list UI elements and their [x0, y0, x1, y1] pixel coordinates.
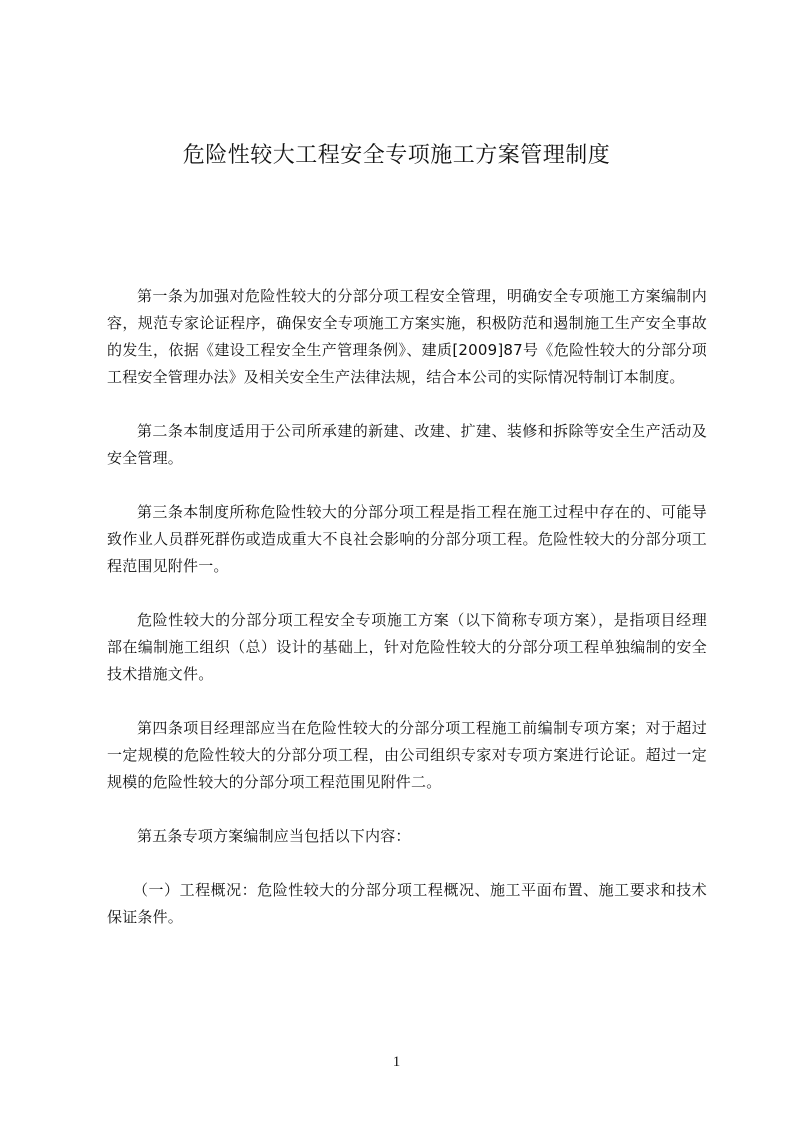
page-number: 1 [392, 1054, 401, 1070]
paragraph-article-1: 第一条为加强对危险性较大的分部分项工程安全管理，明确安全专项施工方案编制内容，规范专家论证程序，确保安全专项施工方案实施，积极防范和遏制施工生产安全事故的发生，依据《建设工程安全生产管理条例》、建质[2009]87号《危险性较大的分部分项工程安全管理办法》及相关安全生产法律法规，结合本公司的实际情况特制订本制度。 [107, 287, 707, 386]
paragraph-definition: 危险性较大的分部分项工程安全专项施工方案（以下简称专项方案），是指项目经理部在编制施工组织（总）设计的基础上，针对危险性较大的分部分项工程单独编制的安全技术措施文件。 [107, 611, 707, 683]
paragraph-article-2: 第二条本制度适用于公司所承建的新建、改建、扩建、装修和拆除等安全生产活动及安全管理。 [107, 422, 707, 467]
paragraph-article-4: 第四条项目经理部应当在危险性较大的分部分项工程施工前编制专项方案；对于超过一定规模的危险性较大的分部分项工程，由公司组织专家对专项方案进行论证。超过一定规模的危险性较大的分部分项工程范围见附件二。 [107, 719, 707, 791]
document-body [107, 283, 707, 958]
paragraph-item-1: （一）工程概况：危险性较大的分部分项工程概况、施工平面布置、施工要求和技术保证条件。 [107, 881, 707, 926]
paragraph-article-3: 第三条本制度所称危险性较大的分部分项工程是指工程在施工过程中存在的、可能导致作业人员群死群伤或造成重大不良社会影响的分部分项工程。危险性较大的分部分项工程范围见附件一。 [107, 503, 707, 575]
paragraph-article-5: 第五条专项方案编制应当包括以下内容： [137, 827, 411, 845]
document-title: 危险性较大工程安全专项施工方案管理制度 [182, 143, 611, 168]
